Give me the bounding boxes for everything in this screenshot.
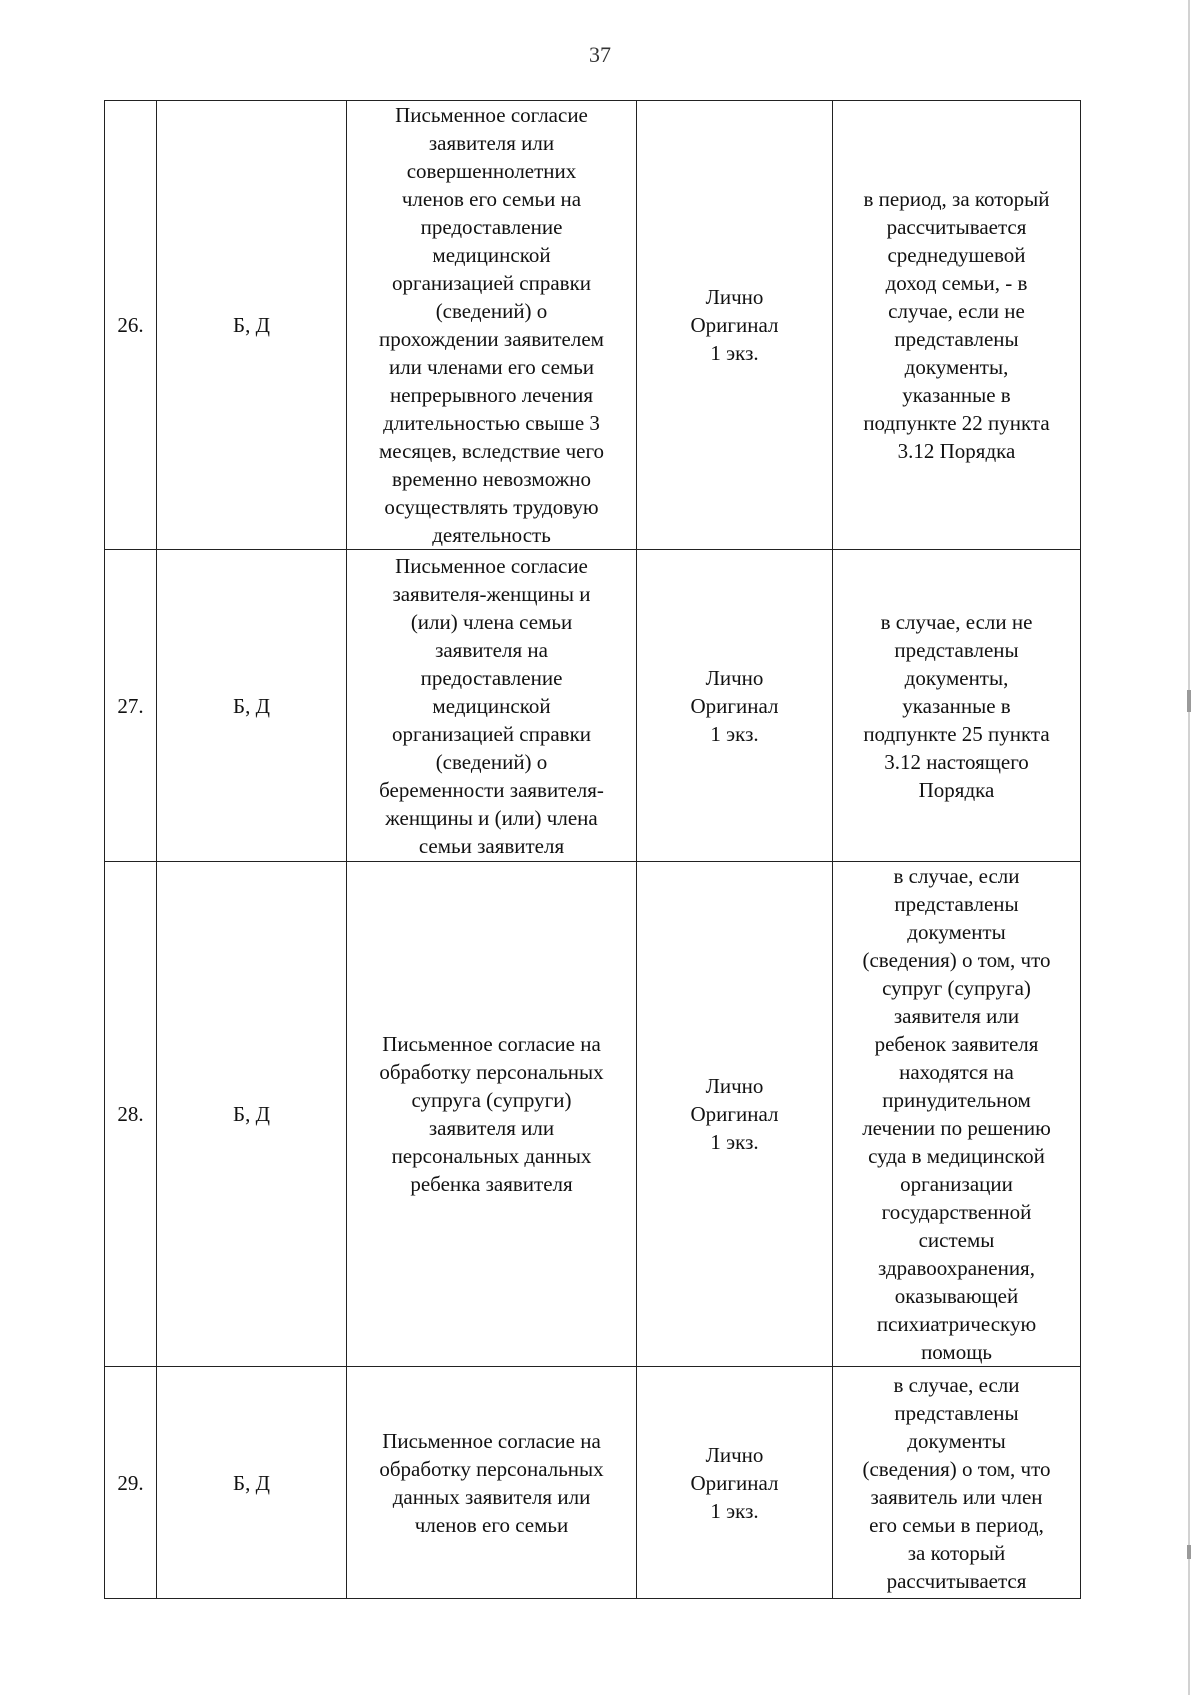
document-name: Письменное согласие заявителя-женщины и (или) члена семьи заявителя на предоставление медицинской организацией справки (сведений) о беременности заявителя- женщины и (или) члена семьи заявителя xyxy=(347,550,637,862)
row-number: 29. xyxy=(105,1367,157,1599)
applicant-category: Б, Д xyxy=(157,101,347,550)
applicant-category: Б, Д xyxy=(157,1367,347,1599)
scan-edge-line xyxy=(1188,0,1190,1695)
submission-condition: в случае, если представлены документы (сведения) о том, что супруг (супруга) заявителя или ребенок заявителя находятся на принудительном лечении по решению суда в медицинской организации государственной системы здравоохранения, оказывающей психиатрическую помощь xyxy=(833,862,1081,1367)
submission-condition: в случае, если представлены документы (сведения) о том, что заявитель или член его семьи в период, за который рассчитывается xyxy=(833,1367,1081,1599)
applicant-category: Б, Д xyxy=(157,862,347,1367)
page-number: 37 xyxy=(589,42,611,67)
submission-condition: в случае, если не представлены документы, указанные в подпункте 25 пункта 3.12 настоящего Порядка xyxy=(833,550,1081,862)
row-number: 27. xyxy=(105,550,157,862)
document-name: Письменное согласие на обработку персональных супруга (супруги) заявителя или персональных данных ребенка заявителя xyxy=(347,862,637,1367)
submission-method: Лично Оригинал 1 экз. xyxy=(637,101,833,550)
row-number: 26. xyxy=(105,101,157,550)
table-row xyxy=(105,550,1081,862)
scan-edge-mark xyxy=(1187,690,1191,712)
row-number: 28. xyxy=(105,862,157,1367)
document-name: Письменное согласие на обработку персональных данных заявителя или членов его семьи xyxy=(347,1367,637,1599)
submission-method: Лично Оригинал 1 экз. xyxy=(637,550,833,862)
submission-method: Лично Оригинал 1 экз. xyxy=(637,1367,833,1599)
applicant-category: Б, Д xyxy=(157,550,347,862)
submission-method: Лично Оригинал 1 экз. xyxy=(637,862,833,1367)
table-row xyxy=(105,862,1081,1367)
documents-table xyxy=(104,100,1081,1599)
submission-condition: в период, за который рассчитывается среднедушевой доход семьи, - в случае, если не представлены документы, указанные в подпункте 22 пункта 3.12 Порядка xyxy=(833,101,1081,550)
scan-edge-mark xyxy=(1187,1545,1191,1559)
table-row xyxy=(105,1367,1081,1599)
document-name: Письменное согласие заявителя или совершеннолетних членов его семьи на предоставление медицинской организацией справки (сведений) о прохождении заявителем или членами его семьи непрерывного лечения длительностью свыше 3 месяцев, вследствие чего временно невозможно осуществлять трудовую деятельность xyxy=(347,101,637,550)
table-row xyxy=(105,101,1081,550)
